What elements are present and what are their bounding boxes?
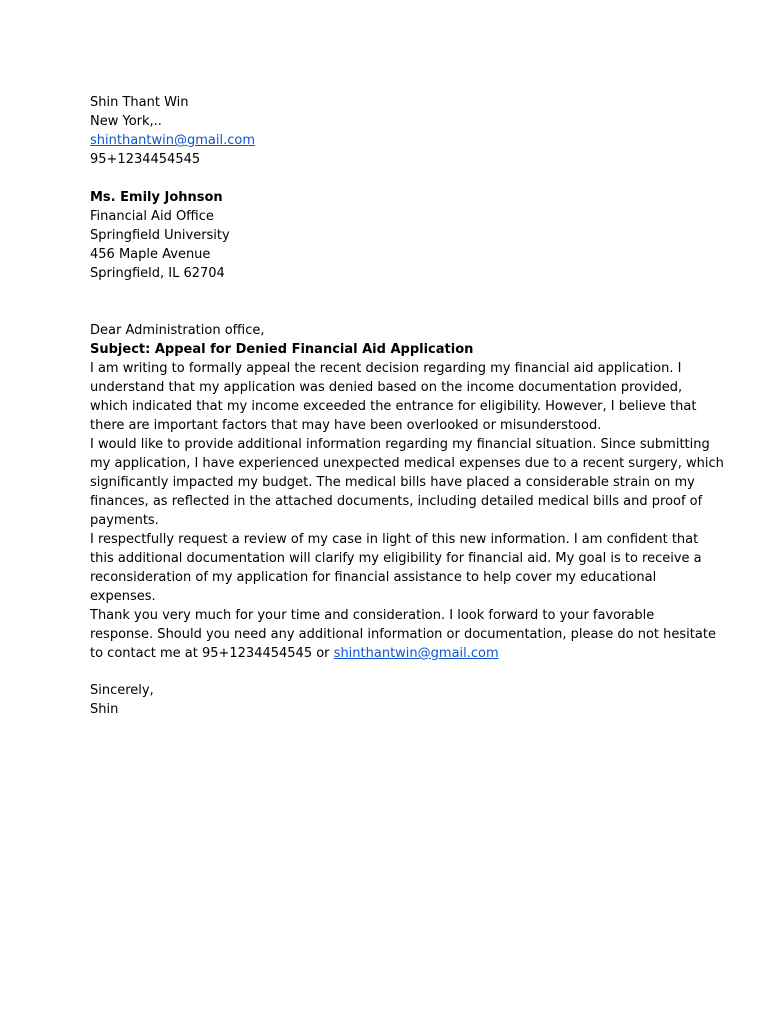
paragraph-line: reconsideration of my application for financial assistance to help cover my educational: [90, 570, 657, 585]
contact-email-link[interactable]: shinthantwin@gmail.com: [333, 646, 499, 661]
closing-block: [90, 681, 680, 719]
paragraph-line: I would like to provide additional information regarding my financial situation. Since submitting: [90, 437, 710, 452]
paragraph-line: which indicated that my income exceeded the entrance for eligibility. However, I believe that: [90, 399, 697, 414]
paragraph-line: finances, as reflected in the attached documents, including detailed medical bills and proof of: [90, 494, 703, 509]
recipient-university: Springfield University: [90, 228, 230, 243]
paragraph-3: [90, 530, 702, 606]
paragraph-line: my application, I have experienced unexpected medical expenses due to a recent surgery, which: [90, 456, 724, 471]
recipient-block: [90, 188, 680, 283]
signature: Shin: [90, 702, 119, 717]
paragraph-line: Thank you very much for your time and consideration. I look forward to your favorable: [90, 608, 655, 623]
paragraph-line: significantly impacted my budget. The medical bills have placed a considerable strain on my: [90, 475, 695, 490]
sender-city: New York,..: [90, 114, 162, 129]
paragraph-line: I respectfully request a review of my case in light of this new information. I am confident that: [90, 532, 699, 547]
recipient-city-state-zip: Springfield, IL 62704: [90, 266, 225, 281]
sender-email-link[interactable]: shinthantwin@gmail.com: [90, 133, 255, 148]
subject-line: Subject: Appeal for Denied Financial Aid Application: [90, 342, 474, 357]
paragraph-1: [90, 359, 697, 435]
contact-text: to contact me at 95+1234454545 or: [90, 646, 334, 661]
paragraph-line: response. Should you need any additional information or documentation, please do not hesitate: [90, 627, 716, 642]
sender-block: [90, 93, 680, 169]
paragraph-line: expenses.: [90, 589, 156, 604]
paragraph-line: I am writing to formally appeal the recent decision regarding my financial aid application. I: [90, 361, 682, 376]
paragraph-2: [90, 435, 724, 530]
recipient-name: Ms. Emily Johnson: [90, 190, 223, 205]
recipient-office: Financial Aid Office: [90, 209, 214, 224]
letter-body: [90, 321, 724, 663]
paragraph-line: understand that my application was denied based on the income documentation provided,: [90, 380, 683, 395]
sender-phone: 95+1234454545: [90, 152, 201, 167]
paragraph-line: payments.: [90, 513, 159, 528]
sender-name: Shin Thant Win: [90, 95, 189, 110]
paragraph-last-line: [90, 644, 680, 663]
paragraph-line: this additional documentation will clarify my eligibility for financial aid. My goal is to receive a: [90, 551, 702, 566]
paragraph-4: [90, 606, 716, 663]
paragraph-line: there are important factors that may have been overlooked or misunderstood.: [90, 418, 602, 433]
sender-email-line: [90, 131, 680, 150]
closing: Sincerely,: [90, 683, 154, 698]
recipient-street: 456 Maple Avenue: [90, 247, 211, 262]
salutation: Dear Administration office,: [90, 323, 265, 338]
